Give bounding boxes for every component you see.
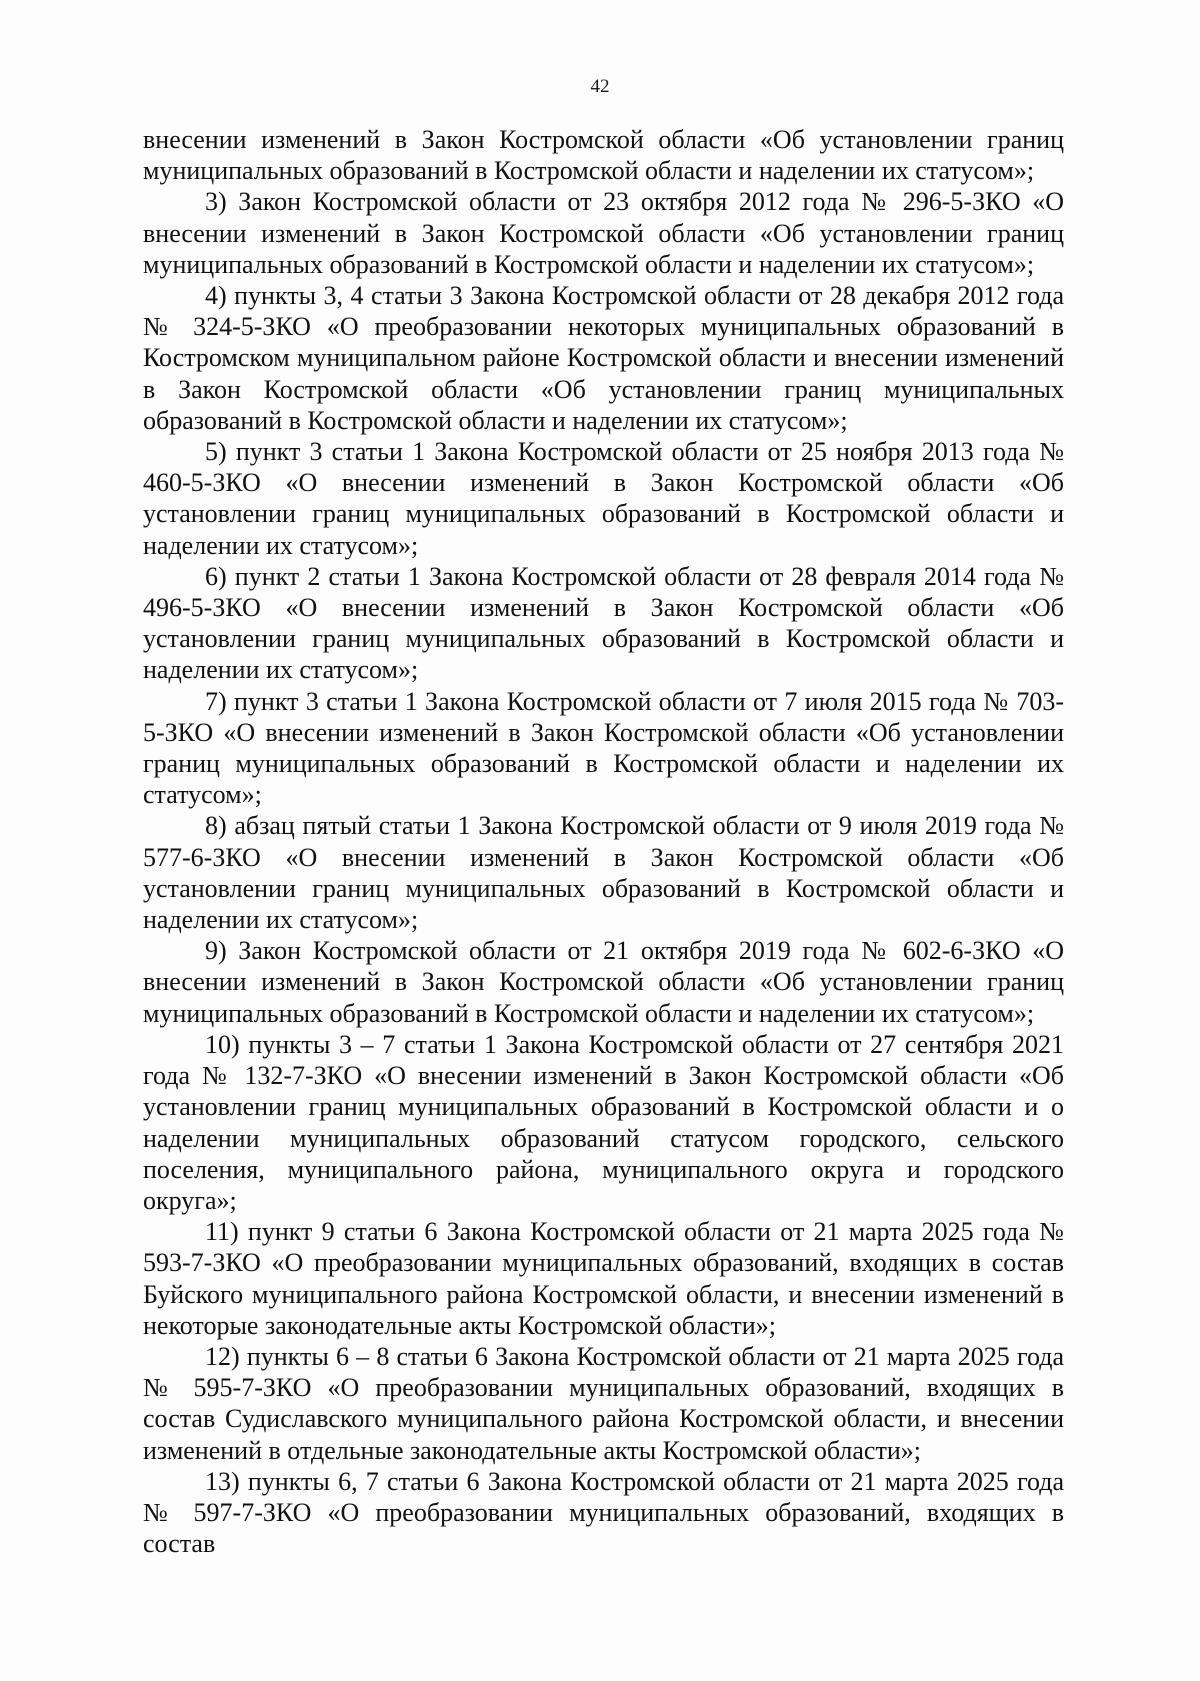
document-body [143,124,1064,1559]
list-item-10: 10) пункты 3 – 7 статьи 1 Закона Костромской области от 27 сентября 2021 года № 132-7-ЗКО «О внесении изменений в Закон Костромской области «Об установлении границ муниципальных образований в Костромской области и о наделении муниципальных образований статусом городского, сельского поселения, муниципального района, муниципального округа и городского округа»; [143,1029,1064,1215]
list-item-5: 5) пункт 3 статьи 1 Закона Костромской области от 25 ноября 2013 года № 460-5-ЗКО «О внесении изменений в Закон Костромской области «Об установлении границ муниципальных образований в Костромской области и наделении их статусом»; [143,437,1064,560]
list-item-6: 6) пункт 2 статьи 1 Закона Костромской области от 28 февраля 2014 года № 496-5-ЗКО «О внесении изменений в Закон Костромской области «Об установлении границ муниципальных образований в Костромской области и наделении их статусом»; [143,561,1064,685]
list-item-8: 8) абзац пятый статьи 1 Закона Костромской области от 9 июля 2019 года № 577-6-ЗКО «О внесении изменений в Закон Костромской области «Об установлении границ муниципальных образований в Костромской области и наделении их статусом»; [143,811,1064,935]
list-item-11: 11) пункт 9 статьи 6 Закона Костромской области от 21 марта 2025 года № 593-7-ЗКО «О преобразовании муниципальных образований, входящих в состав Буйского муниципального района Костромской области, и внесении изменений в некоторые законодательные акты Костромской области»; [143,1217,1064,1340]
page-number: 42 [590,76,610,97]
list-item-13: 13) пункты 6, 7 статьи 6 Закона Костромской области от 21 марта 2025 года № 597-7-ЗКО «О преобразовании муниципальных образований, входящих в состав [143,1466,1064,1559]
paragraph-continuation: внесении изменений в Закон Костромской области «Об установлении границ муниципальных образований в Костромской области и наделении их статусом»; [143,125,1064,186]
list-item-3: 3) Закон Костромской области от 23 октября 2012 года № 296-5-ЗКО «О внесении изменений в Закон Костромской области «Об установлении границ муниципальных образований в Костромской области и наделении их статусом»; [143,187,1064,279]
list-item-4: 4) пункты 3, 4 статьи 3 Закона Костромской области от 28 декабря 2012 года № 324-5-ЗКО «О преобразовании некоторых муниципальных образований в Костромском муниципальном районе Костромской области и внесении изменений в Закон Костромской области «Об установлении границ муниципальных образований в Костромской области и наделении их статусом»; [143,281,1064,435]
list-item-9: 9) Закон Костромской области от 21 октября 2019 года № 602-6-ЗКО «О внесении изменений в Закон Костромской области «Об установлении границ муниципальных образований в Костромской области и наделении их статусом»; [143,936,1064,1028]
list-item-7: 7) пункт 3 статьи 1 Закона Костромской области от 7 июля 2015 года № 703-5-ЗКО «О внесении изменений в Закон Костромской области «Об установлении границ муниципальных образований в Костромской области и наделении их статусом»; [143,686,1064,810]
list-item-12: 12) пункты 6 – 8 статьи 6 Закона Костромской области от 21 марта 2025 года № 595-7-ЗКО «О преобразовании муниципальных образований, входящих в состав Судиславского муниципального района Костромской области, и внесении изменений в отдельные законодательные акты Костромской области»; [143,1341,1064,1465]
